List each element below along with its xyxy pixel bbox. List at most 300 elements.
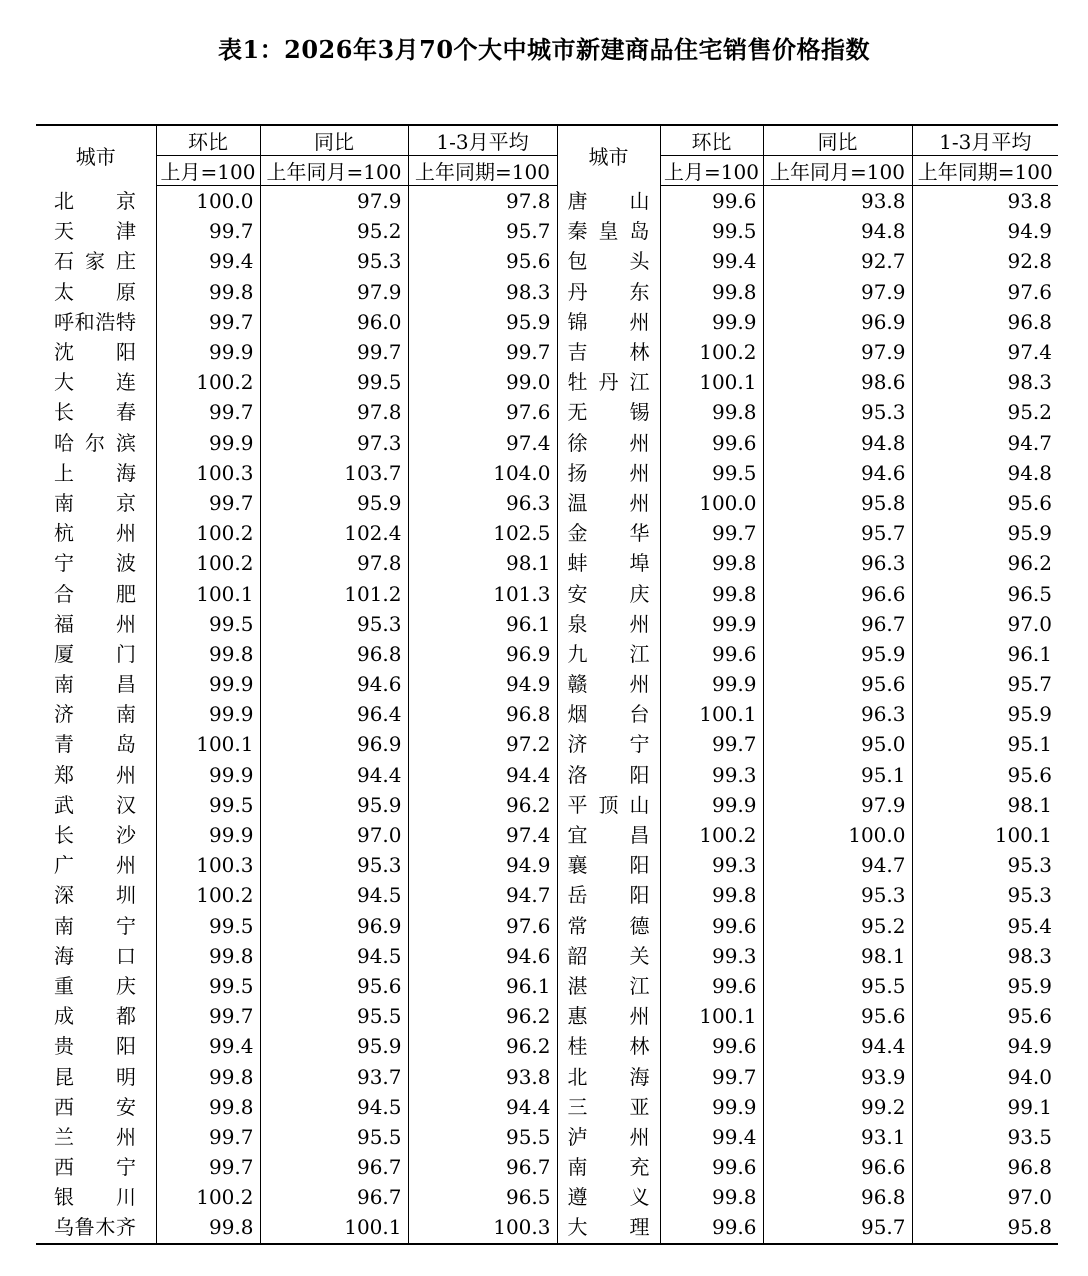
table-row: [36, 1061, 1058, 1091]
cell-city-left: [36, 911, 156, 941]
cell-yoy-right: 96.6: [763, 578, 912, 608]
cell-city-left: [36, 1122, 156, 1152]
cell-city-right: [557, 518, 660, 548]
table-row: [36, 911, 1058, 941]
city-name: 襄 阳: [567, 853, 650, 878]
cell-city-left: [36, 246, 156, 276]
cell-avg-right: 95.7: [912, 669, 1058, 699]
cell-mom-right: 99.7: [660, 729, 763, 759]
cell-city-left: [36, 277, 156, 307]
cell-yoy-right: 94.4: [763, 1031, 912, 1061]
cell-city-right: [557, 820, 660, 850]
cell-avg-left: 96.2: [408, 790, 557, 820]
cell-city-left: [36, 1152, 156, 1182]
cell-avg-left: 94.7: [408, 880, 557, 910]
city-name: 深 圳: [54, 883, 136, 908]
cell-avg-right: 96.5: [912, 578, 1058, 608]
cell-city-right: [557, 880, 660, 910]
table-row: [36, 609, 1058, 639]
cell-avg-right: 96.8: [912, 307, 1058, 337]
cell-mom-left: 99.7: [156, 216, 260, 246]
city-name: 大 理: [567, 1215, 650, 1240]
city-name: 宜 昌: [567, 823, 650, 848]
city-name: 韶 关: [567, 943, 650, 968]
table-row: [36, 1212, 1058, 1243]
cell-city-left: [36, 639, 156, 669]
cell-avg-right: 97.6: [912, 277, 1058, 307]
cell-avg-right: 99.1: [912, 1092, 1058, 1122]
cell-mom-right: 99.4: [660, 1122, 763, 1152]
table-body: [36, 186, 1058, 1244]
cell-avg-right: 97.0: [912, 609, 1058, 639]
cell-city-left: [36, 1031, 156, 1061]
cell-mom-right: 99.8: [660, 1182, 763, 1212]
header-avg-base-right: 上年同期=100: [912, 156, 1058, 186]
cell-city-left: [36, 699, 156, 729]
cell-yoy-left: 96.9: [260, 729, 408, 759]
cell-avg-left: 96.2: [408, 1001, 557, 1031]
cell-avg-right: 92.8: [912, 246, 1058, 276]
cell-mom-right: 99.8: [660, 880, 763, 910]
cell-mom-left: 99.7: [156, 1001, 260, 1031]
table-row: [36, 548, 1058, 578]
city-name: 无 锡: [567, 400, 650, 425]
cell-mom-right: 99.4: [660, 246, 763, 276]
city-name: 长 春: [54, 400, 136, 425]
cell-city-right: [557, 367, 660, 397]
city-name: 金 华: [567, 521, 650, 546]
cell-mom-right: 99.9: [660, 669, 763, 699]
cell-yoy-left: 95.9: [260, 1031, 408, 1061]
cell-avg-left: 94.9: [408, 850, 557, 880]
cell-avg-left: 96.1: [408, 609, 557, 639]
cell-mom-right: 100.2: [660, 820, 763, 850]
cell-avg-right: 97.4: [912, 337, 1058, 367]
cell-city-left: [36, 1061, 156, 1091]
cell-yoy-left: 100.1: [260, 1212, 408, 1243]
cell-yoy-left: 95.3: [260, 246, 408, 276]
cell-mom-left: 100.3: [156, 458, 260, 488]
cell-yoy-left: 99.5: [260, 367, 408, 397]
cell-yoy-left: 96.7: [260, 1152, 408, 1182]
header-mom-base-left: 上月=100: [156, 156, 260, 186]
table-row: [36, 1122, 1058, 1152]
cell-yoy-left: 96.8: [260, 639, 408, 669]
cell-yoy-right: 95.1: [763, 760, 912, 790]
table-row: [36, 1092, 1058, 1122]
cell-mom-left: 99.7: [156, 307, 260, 337]
cell-mom-right: 100.2: [660, 337, 763, 367]
cell-yoy-left: 94.5: [260, 880, 408, 910]
city-name: 秦皇岛: [567, 219, 650, 244]
cell-avg-left: 101.3: [408, 578, 557, 608]
city-name: 安 庆: [567, 581, 650, 606]
cell-avg-left: 95.7: [408, 216, 557, 246]
cell-city-right: [557, 1031, 660, 1061]
cell-city-right: [557, 1212, 660, 1243]
cell-avg-left: 96.8: [408, 699, 557, 729]
cell-avg-left: 94.4: [408, 1092, 557, 1122]
city-name: 太 原: [54, 279, 136, 304]
cell-yoy-right: 95.3: [763, 397, 912, 427]
cell-yoy-right: 95.2: [763, 911, 912, 941]
cell-mom-left: 99.5: [156, 790, 260, 820]
cell-yoy-left: 95.3: [260, 850, 408, 880]
cell-mom-right: 100.0: [660, 488, 763, 518]
city-name: 呼和浩特: [54, 309, 136, 334]
cell-city-left: [36, 729, 156, 759]
cell-avg-right: 95.6: [912, 1001, 1058, 1031]
cell-city-left: [36, 428, 156, 458]
cell-city-right: [557, 246, 660, 276]
cell-yoy-right: 98.1: [763, 941, 912, 971]
cell-mom-left: 100.2: [156, 880, 260, 910]
cell-city-right: [557, 760, 660, 790]
cell-city-left: [36, 1182, 156, 1212]
cell-city-left: [36, 669, 156, 699]
cell-avg-right: 95.6: [912, 488, 1058, 518]
cell-yoy-right: 100.0: [763, 820, 912, 850]
city-name: 海 口: [54, 943, 136, 968]
table-row: [36, 639, 1058, 669]
cell-yoy-right: 93.8: [763, 186, 912, 217]
city-name: 常 德: [567, 913, 650, 938]
cell-avg-right: 100.1: [912, 820, 1058, 850]
cell-mom-right: 99.3: [660, 850, 763, 880]
cell-mom-left: 99.9: [156, 669, 260, 699]
cell-avg-right: 95.8: [912, 1212, 1058, 1243]
cell-mom-right: 99.6: [660, 911, 763, 941]
cell-yoy-right: 95.7: [763, 1212, 912, 1243]
cell-avg-right: 96.2: [912, 548, 1058, 578]
cell-mom-left: 100.2: [156, 548, 260, 578]
city-name: 湛 江: [567, 973, 650, 998]
cell-avg-left: 96.9: [408, 639, 557, 669]
cell-yoy-right: 92.7: [763, 246, 912, 276]
table-row: [36, 1001, 1058, 1031]
city-name: 乌鲁木齐: [54, 1215, 136, 1240]
table-row: [36, 820, 1058, 850]
cell-mom-left: 100.2: [156, 1182, 260, 1212]
header-yoy-left: 同比: [260, 125, 408, 156]
cell-mom-left: 99.9: [156, 699, 260, 729]
cell-mom-right: 99.9: [660, 790, 763, 820]
cell-avg-right: 95.1: [912, 729, 1058, 759]
city-name: 扬 州: [567, 460, 650, 485]
cell-mom-right: 99.8: [660, 548, 763, 578]
cell-city-right: [557, 729, 660, 759]
cell-mom-right: 99.5: [660, 458, 763, 488]
cell-yoy-left: 103.7: [260, 458, 408, 488]
cell-mom-right: 99.6: [660, 1212, 763, 1243]
cell-avg-right: 94.9: [912, 1031, 1058, 1061]
cell-avg-left: 97.4: [408, 428, 557, 458]
cell-yoy-left: 96.9: [260, 911, 408, 941]
cell-yoy-right: 94.6: [763, 458, 912, 488]
cell-yoy-right: 94.7: [763, 850, 912, 880]
city-name: 惠 州: [567, 1004, 650, 1029]
city-name: 昆 明: [54, 1064, 136, 1089]
city-name: 贵 阳: [54, 1034, 136, 1059]
table-row: [36, 367, 1058, 397]
cell-city-left: [36, 518, 156, 548]
cell-yoy-left: 99.7: [260, 337, 408, 367]
cell-avg-left: 99.7: [408, 337, 557, 367]
cell-mom-left: 100.0: [156, 186, 260, 217]
cell-city-right: [557, 1061, 660, 1091]
cell-mom-left: 100.1: [156, 729, 260, 759]
city-name: 赣 州: [567, 672, 650, 697]
cell-yoy-left: 94.6: [260, 669, 408, 699]
cell-yoy-right: 96.8: [763, 1182, 912, 1212]
cell-avg-left: 96.1: [408, 971, 557, 1001]
cell-avg-right: 94.0: [912, 1061, 1058, 1091]
cell-yoy-left: 97.0: [260, 820, 408, 850]
cell-mom-left: 100.3: [156, 850, 260, 880]
cell-mom-left: 99.5: [156, 609, 260, 639]
cell-avg-left: 97.6: [408, 397, 557, 427]
cell-mom-right: 99.6: [660, 1152, 763, 1182]
cell-avg-right: 95.9: [912, 971, 1058, 1001]
cell-city-left: [36, 216, 156, 246]
city-name: 宁 波: [54, 551, 136, 576]
cell-avg-left: 96.7: [408, 1152, 557, 1182]
table-row: [36, 246, 1058, 276]
cell-mom-left: 99.8: [156, 1092, 260, 1122]
cell-yoy-left: 94.4: [260, 760, 408, 790]
city-name: 石家庄: [54, 249, 136, 274]
cell-avg-right: 98.3: [912, 367, 1058, 397]
table-header: [36, 125, 1058, 186]
cell-yoy-right: 95.6: [763, 669, 912, 699]
cell-mom-right: 99.9: [660, 1092, 763, 1122]
city-name: 九 江: [567, 641, 650, 666]
cell-yoy-left: 97.3: [260, 428, 408, 458]
cell-city-left: [36, 1092, 156, 1122]
cell-mom-right: 99.9: [660, 307, 763, 337]
cell-city-right: [557, 216, 660, 246]
table-row: [36, 790, 1058, 820]
cell-yoy-left: 95.9: [260, 790, 408, 820]
cell-city-left: [36, 458, 156, 488]
header-avg-right: 1-3月平均: [912, 125, 1058, 156]
city-name: 银 川: [54, 1185, 136, 1210]
table-row: [36, 1182, 1058, 1212]
cell-avg-left: 97.6: [408, 911, 557, 941]
table-row: [36, 669, 1058, 699]
table-row: [36, 1152, 1058, 1182]
cell-mom-right: 99.5: [660, 216, 763, 246]
cell-avg-right: 96.1: [912, 639, 1058, 669]
city-name: 厦 门: [54, 641, 136, 666]
cell-yoy-left: 95.3: [260, 609, 408, 639]
city-name: 武 汉: [54, 792, 136, 817]
cell-yoy-right: 95.8: [763, 488, 912, 518]
cell-avg-left: 104.0: [408, 458, 557, 488]
cell-avg-right: 93.8: [912, 186, 1058, 217]
table-row: [36, 518, 1058, 548]
cell-city-right: [557, 971, 660, 1001]
city-name: 西 安: [54, 1094, 136, 1119]
city-name: 丹 东: [567, 279, 650, 304]
table-row: [36, 880, 1058, 910]
cell-yoy-right: 94.8: [763, 216, 912, 246]
cell-avg-left: 95.9: [408, 307, 557, 337]
cell-yoy-right: 95.6: [763, 1001, 912, 1031]
city-name: 温 州: [567, 490, 650, 515]
cell-avg-right: 95.9: [912, 699, 1058, 729]
cell-mom-right: 100.1: [660, 367, 763, 397]
cell-city-right: [557, 850, 660, 880]
cell-avg-left: 95.6: [408, 246, 557, 276]
cell-city-left: [36, 850, 156, 880]
cell-mom-right: 99.8: [660, 578, 763, 608]
city-name: 牡丹江: [567, 370, 650, 395]
cell-city-right: [557, 699, 660, 729]
cell-city-left: [36, 941, 156, 971]
cell-yoy-right: 96.3: [763, 548, 912, 578]
cell-avg-left: 97.8: [408, 186, 557, 217]
cell-city-right: [557, 397, 660, 427]
cell-yoy-left: 93.7: [260, 1061, 408, 1091]
cell-yoy-right: 96.9: [763, 307, 912, 337]
cell-yoy-left: 94.5: [260, 941, 408, 971]
cell-mom-right: 99.6: [660, 971, 763, 1001]
city-name: 长 沙: [54, 823, 136, 848]
city-name: 南 京: [54, 490, 136, 515]
cell-yoy-right: 97.9: [763, 337, 912, 367]
cell-mom-right: 99.6: [660, 186, 763, 217]
cell-avg-left: 98.3: [408, 277, 557, 307]
city-name: 南 充: [567, 1155, 650, 1180]
cell-city-right: [557, 941, 660, 971]
city-name: 西 宁: [54, 1155, 136, 1180]
city-name: 福 州: [54, 611, 136, 636]
price-index-table: [36, 124, 1058, 1245]
cell-yoy-left: 96.4: [260, 699, 408, 729]
table-title: 表1：2026年3月70个大中城市新建商品住宅销售价格指数: [217, 35, 871, 64]
table-row: [36, 337, 1058, 367]
city-name: 徐 州: [567, 430, 650, 455]
cell-city-right: [557, 790, 660, 820]
city-name: 成 都: [54, 1004, 136, 1029]
cell-avg-right: 95.6: [912, 760, 1058, 790]
city-name: 南 宁: [54, 913, 136, 938]
cell-avg-right: 94.8: [912, 458, 1058, 488]
cell-avg-right: 93.5: [912, 1122, 1058, 1152]
cell-yoy-right: 97.9: [763, 790, 912, 820]
cell-avg-right: 95.9: [912, 518, 1058, 548]
cell-city-right: [557, 277, 660, 307]
cell-mom-left: 99.9: [156, 820, 260, 850]
cell-mom-left: 99.7: [156, 1122, 260, 1152]
city-name: 泸 州: [567, 1124, 650, 1149]
city-name: 天 津: [54, 219, 136, 244]
cell-city-right: [557, 911, 660, 941]
header-avg-base-left: 上年同期=100: [408, 156, 557, 186]
city-name: 岳 阳: [567, 883, 650, 908]
cell-mom-left: 100.2: [156, 367, 260, 397]
cell-avg-left: 94.9: [408, 669, 557, 699]
city-name: 平顶山: [567, 792, 650, 817]
cell-yoy-left: 95.6: [260, 971, 408, 1001]
cell-yoy-right: 96.7: [763, 609, 912, 639]
cell-yoy-right: 99.2: [763, 1092, 912, 1122]
cell-city-right: [557, 1001, 660, 1031]
cell-city-right: [557, 639, 660, 669]
cell-mom-left: 99.5: [156, 911, 260, 941]
cell-city-right: [557, 578, 660, 608]
city-name: 烟 台: [567, 702, 650, 727]
cell-yoy-right: 95.3: [763, 880, 912, 910]
cell-mom-left: 100.1: [156, 578, 260, 608]
cell-city-right: [557, 458, 660, 488]
cell-city-right: [557, 428, 660, 458]
cell-avg-right: 96.8: [912, 1152, 1058, 1182]
cell-avg-left: 93.8: [408, 1061, 557, 1091]
header-mom-left: 环比: [156, 125, 260, 156]
header-yoy-base-right: 上年同月=100: [763, 156, 912, 186]
city-name: 青 岛: [54, 732, 136, 757]
cell-avg-left: 98.1: [408, 548, 557, 578]
cell-mom-right: 99.7: [660, 1061, 763, 1091]
cell-mom-left: 99.9: [156, 428, 260, 458]
city-name: 锦 州: [567, 309, 650, 334]
cell-mom-left: 99.9: [156, 760, 260, 790]
header-avg-left: 1-3月平均: [408, 125, 557, 156]
cell-city-right: [557, 488, 660, 518]
cell-city-left: [36, 820, 156, 850]
cell-avg-left: 96.5: [408, 1182, 557, 1212]
cell-city-left: [36, 548, 156, 578]
cell-yoy-left: 96.7: [260, 1182, 408, 1212]
cell-city-right: [557, 548, 660, 578]
cell-city-left: [36, 337, 156, 367]
table-row: [36, 307, 1058, 337]
cell-mom-left: 99.4: [156, 1031, 260, 1061]
cell-city-right: [557, 307, 660, 337]
cell-yoy-left: 95.9: [260, 488, 408, 518]
city-name: 杭 州: [54, 521, 136, 546]
cell-yoy-left: 97.9: [260, 277, 408, 307]
city-name: 桂 林: [567, 1034, 650, 1059]
city-name: 兰 州: [54, 1124, 136, 1149]
cell-yoy-right: 95.0: [763, 729, 912, 759]
cell-yoy-left: 95.5: [260, 1122, 408, 1152]
cell-avg-left: 96.2: [408, 1031, 557, 1061]
city-name: 唐 山: [567, 188, 650, 213]
cell-city-right: [557, 1122, 660, 1152]
cell-avg-right: 95.2: [912, 397, 1058, 427]
cell-yoy-left: 95.2: [260, 216, 408, 246]
cell-mom-right: 99.3: [660, 941, 763, 971]
cell-avg-left: 95.5: [408, 1122, 557, 1152]
cell-avg-right: 95.3: [912, 880, 1058, 910]
city-name: 大 连: [54, 370, 136, 395]
cell-yoy-left: 97.9: [260, 186, 408, 217]
cell-city-right: [557, 337, 660, 367]
city-name: 合 肥: [54, 581, 136, 606]
city-name: 郑 州: [54, 762, 136, 787]
cell-yoy-left: 96.0: [260, 307, 408, 337]
city-name: 广 州: [54, 853, 136, 878]
cell-city-left: [36, 367, 156, 397]
cell-yoy-right: 93.9: [763, 1061, 912, 1091]
cell-yoy-left: 102.4: [260, 518, 408, 548]
cell-yoy-right: 97.9: [763, 277, 912, 307]
cell-city-right: [557, 669, 660, 699]
city-name: 上 海: [54, 460, 136, 485]
